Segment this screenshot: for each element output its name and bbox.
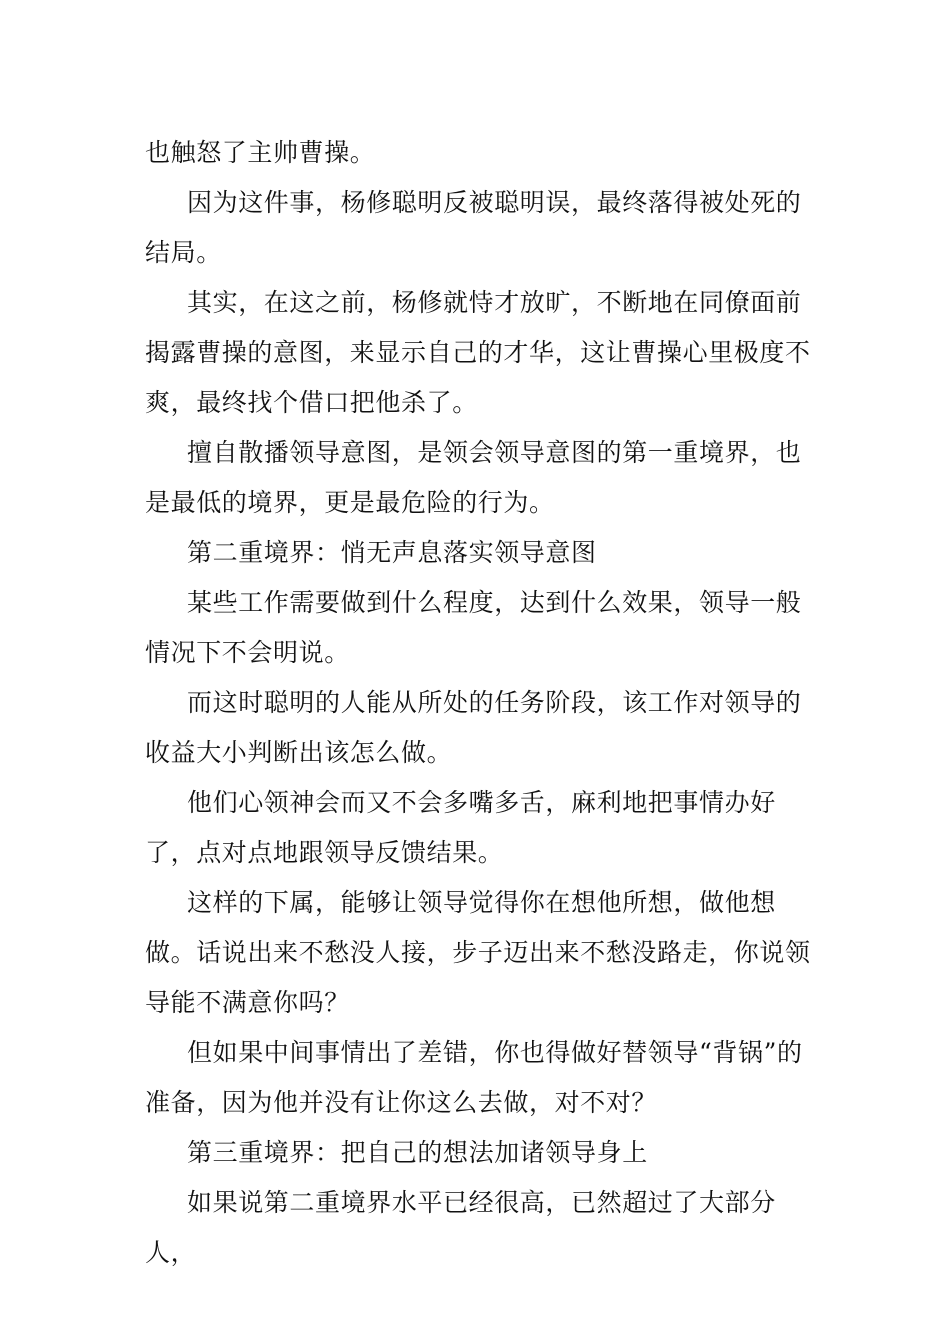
paragraph-7: 他们心领神会而又不会多嘴多舌，麻利地把事情办好了，点对点地跟领导反馈结果。 bbox=[145, 788, 776, 867]
document-body bbox=[145, 128, 825, 1278]
paragraph-10: 如果说第二重境界水平已经很高，已然超过了大部分人， bbox=[145, 1188, 776, 1267]
paragraph-8: 这样的下属，能够让领导觉得你在想他所想，做他想做。话说出来不愁没人接，步子迈出来不愁没路走，你说领导能不满意你吗？ bbox=[145, 888, 811, 1017]
paragraph-6: 而这时聪明的人能从所处的任务阶段，该工作对领导的收益大小判断出该怎么做。 bbox=[145, 688, 802, 767]
paragraph-4: 擅自散播领导意图，是领会领导意图的第一重境界，也是最低的境界，更是最危险的行为。 bbox=[145, 438, 802, 517]
paragraph-5: 某些工作需要做到什么程度，达到什么效果，领导一般情况下不会明说。 bbox=[145, 588, 802, 667]
paragraph-3: 其实，在这之前，杨修就恃才放旷，不断地在同僚面前揭露曹操的意图，来显示自己的才华，这让曹操心里极度不爽，最终找个借口把他杀了。 bbox=[145, 288, 811, 417]
paragraph-1: 也触怒了主帅曹操。 bbox=[145, 138, 376, 167]
section-heading-2: 第二重境界：悄无声息落实领导意图 bbox=[187, 538, 597, 567]
section-heading-3: 第三重境界：把自己的想法加诸领导身上 bbox=[187, 1138, 648, 1167]
paragraph-9: 但如果中间事情出了差错，你也得做好替领导“背锅”的准备，因为他并没有让你这么去做，对不对？ bbox=[145, 1038, 803, 1117]
paragraph-2: 因为这件事，杨修聪明反被聪明误，最终落得被处死的结局。 bbox=[145, 188, 802, 267]
